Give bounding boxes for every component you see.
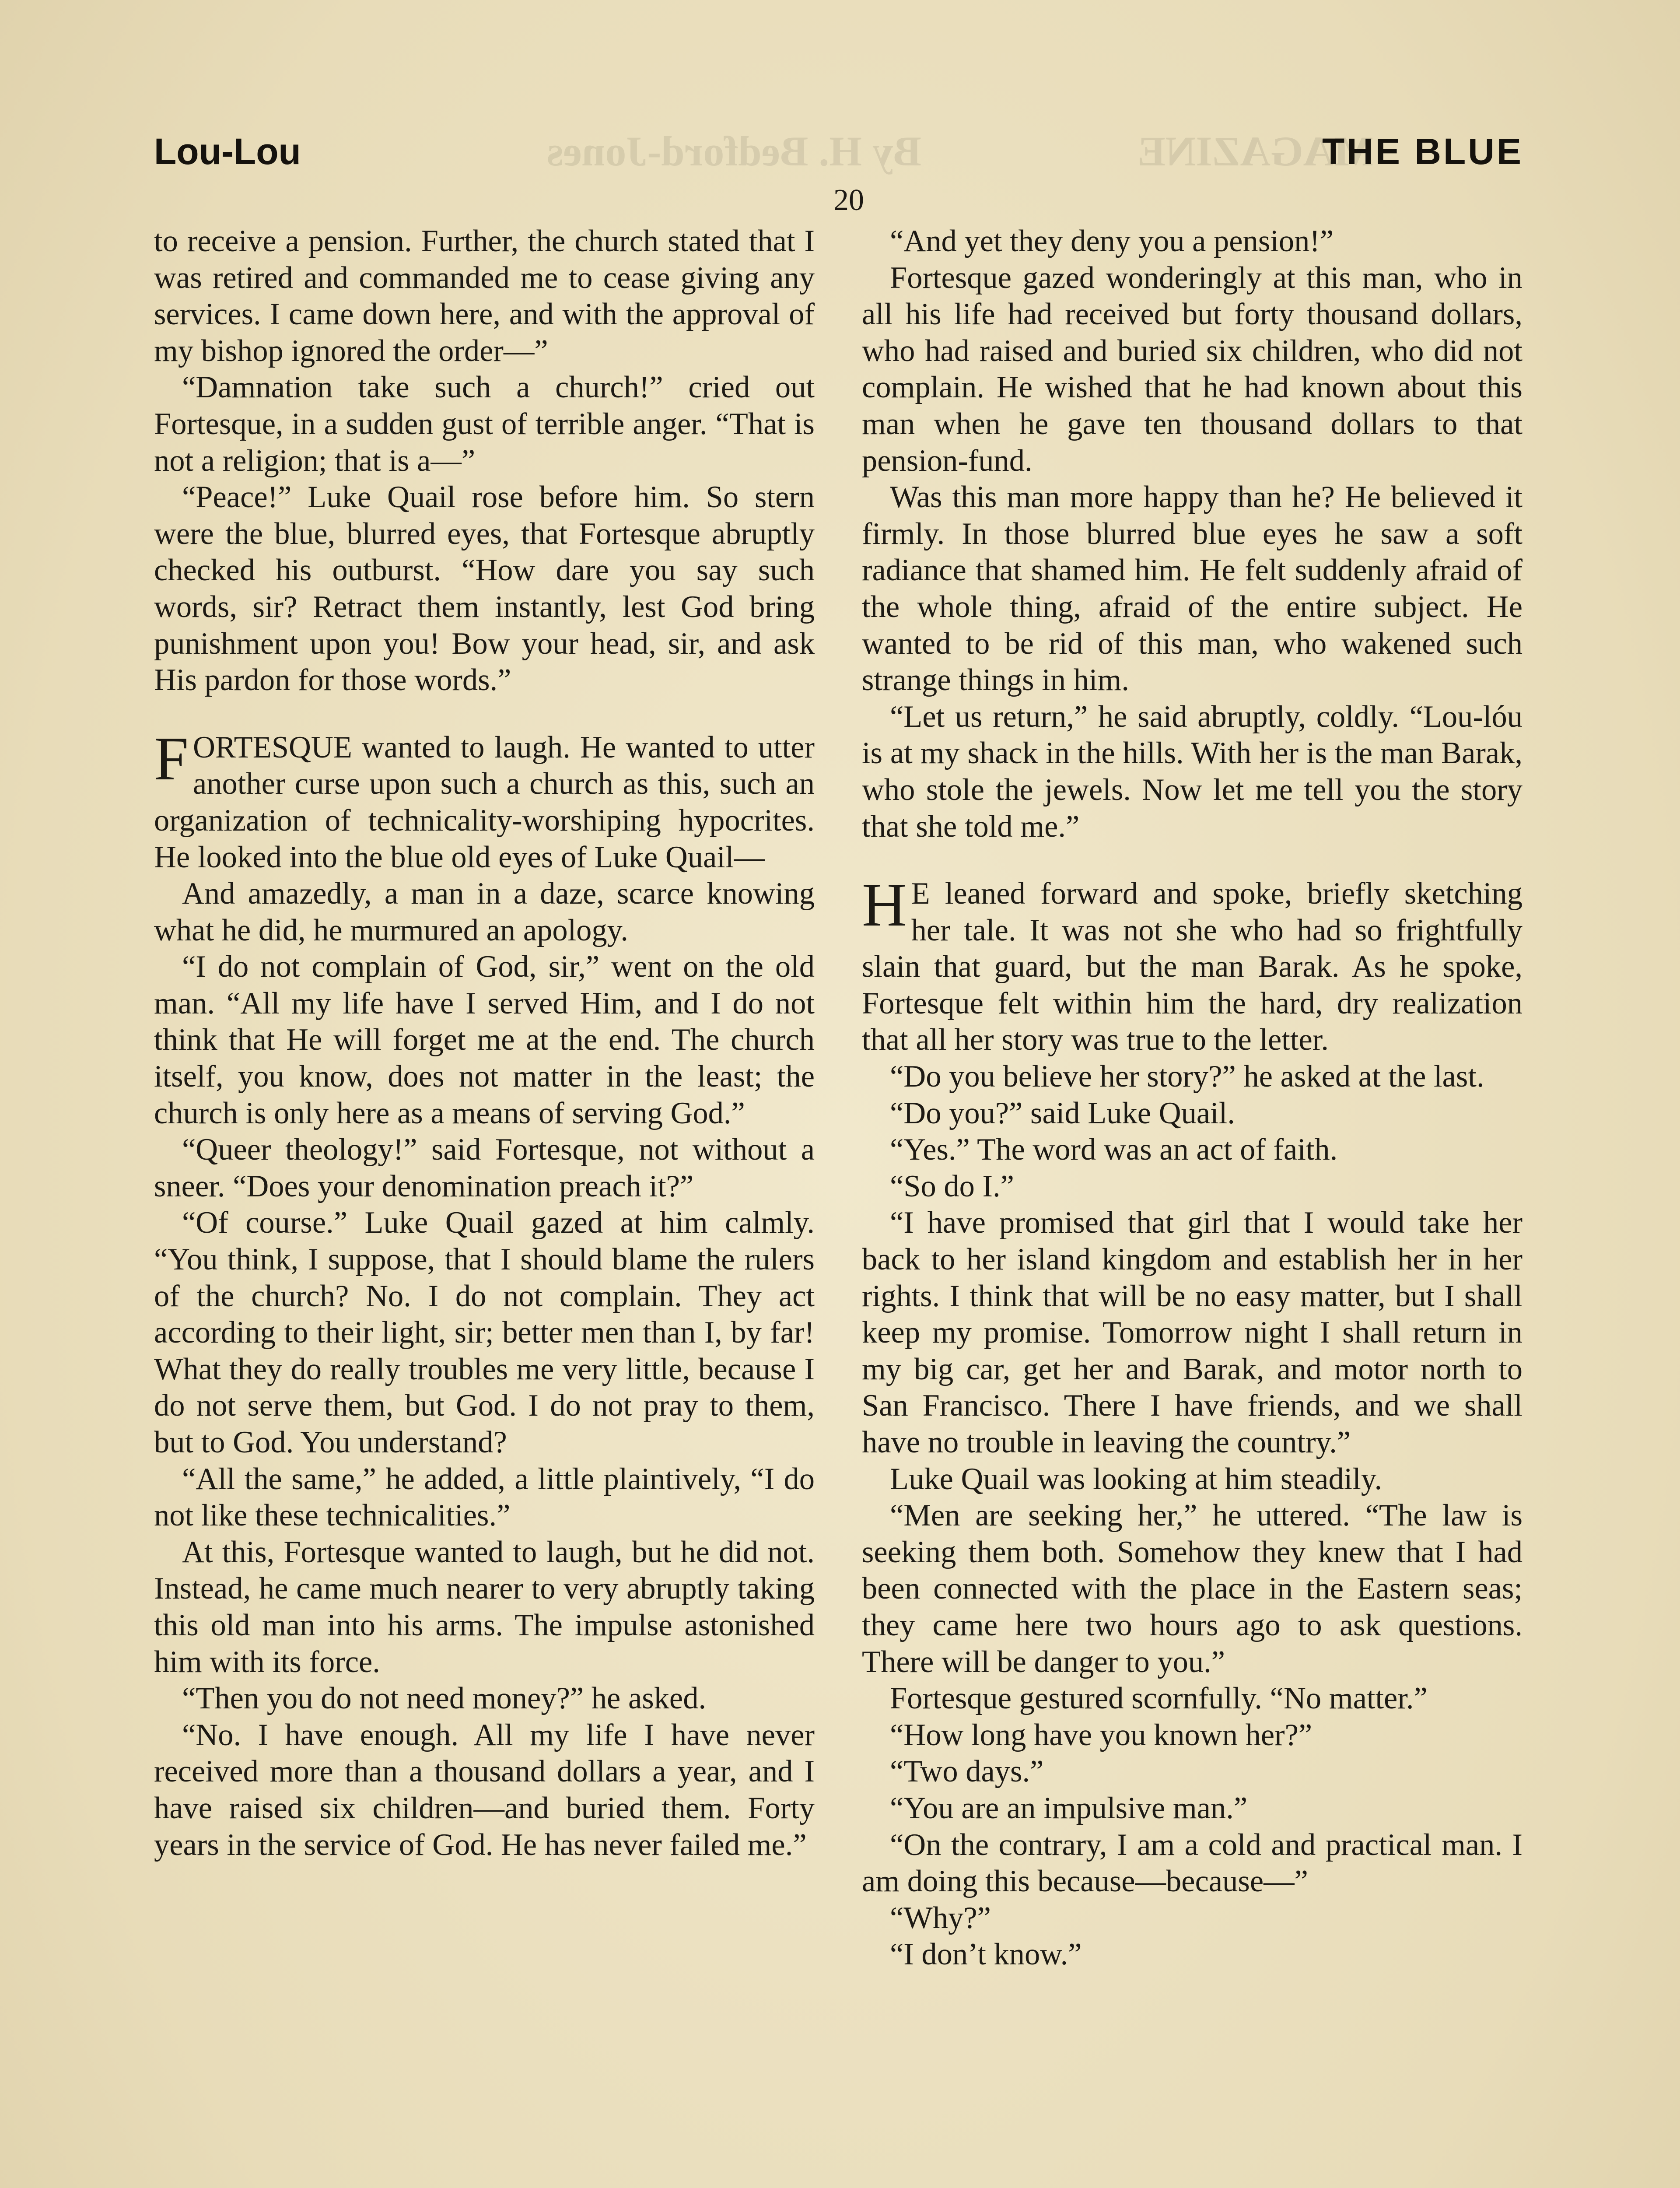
paragraph: At this, Fortesque wanted to laugh, but he did not. Instead, he came much nearer to very abruptly taking this old man into his arms. The impulse astonished him with its force. [154, 1535, 815, 1679]
paragraph: And amazedly, a man in a daze, scarce knowing what he did, he murmured an apology. [154, 877, 815, 947]
paragraph: “So do I.” [890, 1169, 1014, 1203]
show-through-text: MAGAZINE [1138, 128, 1373, 175]
drop-cap: F [154, 723, 189, 793]
drop-cap: H [862, 870, 907, 940]
show-through-text: By H. Bedford-Jones [547, 128, 922, 175]
paragraph: Fortesque gazed wonderingly at this man, who in all his life had received but forty thousand dollars, who had raised and buried six children, who did not complain. He wished that he had known about this man when he gave ten thousand dollars to that pension-fund. [862, 260, 1522, 478]
section-lead: E leaned forward and spoke, briefly sketching her tale. It was not she who had so frightfully slain that guard, but the man Barak. As he spoke, Fortesque felt within him the hard, dry realization that all her story was true to the letter. [862, 877, 1522, 1057]
paragraph: “Queer theology!” said Fortesque, not without a sneer. “Does your denomination preach it?” [154, 1133, 815, 1203]
paragraph: “How long have you known her?” [890, 1718, 1312, 1752]
paragraph: “You are an impulsive man.” [890, 1791, 1248, 1825]
paragraph: “I have promised that girl that I would take her back to her island kingdom and establish her in her rights. I think that will be no easy matter, but I shall keep my promise. Tomorrow night I shall return in my big car, get her and Barak, and motor north to San Francisco. There I have friends, and we shall have no trouble in leaving the country.” [862, 1206, 1522, 1459]
paragraph: “And yet they deny you a pension!” [890, 224, 1334, 258]
section-opening [862, 870, 1522, 1059]
paragraph: “I do not complain of God, sir,” went on the old man. “All my life have I served Him, and I do not think that He will forget me at the end. The church itself, you know, does not matter in the least; the church is only here as a means of serving God.” [154, 950, 815, 1130]
magazine-title: THE BLUE [1322, 131, 1523, 172]
paragraph: “Peace!” Luke Quail rose before him. So stern were the blue, blurred eyes, that Fortesque abruptly checked his outburst. “How dare you say such words, sir? Retract them instantly, lest God bring punishment upon you! Bow your head, sir, and ask His pardon for those words.” [154, 480, 815, 698]
right-column [862, 223, 1522, 1973]
paragraph: “Do you believe her story?” he asked at the last. [890, 1059, 1484, 1094]
paragraph: “I don’t know.” [890, 1937, 1082, 1972]
paragraph: to receive a pension. Further, the church stated that I was retired and commanded me to cease giving any services. I came down here, and with the approval of my bishop ignored the order—” [154, 224, 815, 368]
section-lead: ORTESQUE wanted to laugh. He wanted to utter another curse upon such a church as this, such an organization of technicality-worshiping hypocrites. He looked into the blue old eyes of Luke Quail— [154, 730, 815, 874]
paragraph: “Two days.” [890, 1754, 1044, 1789]
paragraph: Luke Quail was looking at him steadily. [890, 1462, 1382, 1496]
paragraph: “On the contrary, I am a cold and practical man. I am doing this because—because—” [862, 1827, 1522, 1899]
paragraph: “Then you do not need money?” he asked. [182, 1681, 707, 1716]
paragraph: “All the same,” he added, a little plaintively, “I do not like these technicalities.” [154, 1462, 815, 1533]
paragraph: “No. I have enough. All my life I have never received more than a thousand dollars a year, and I have raised six children—and buried them. Forty years in the service of God. He has never failed me.” [154, 1718, 815, 1862]
paragraph: “Yes.” The word was an act of faith. [890, 1133, 1338, 1167]
section-opening [154, 723, 815, 876]
paragraph: “Do you?” said Luke Quail. [890, 1096, 1235, 1130]
paragraph: Was this man more happy than he? He believed it firmly. In those blurred blue eyes he saw a soft radiance that shamed him. He felt suddenly afraid of the whole thing, afraid of the entire subject. He wanted to be rid of this man, who wakened such strange things in him. [862, 480, 1522, 698]
paragraph: “Of course.” Luke Quail gazed at him calmly. “You think, I suppose, that I should blame the rulers of the church? No. I do not complain. They act according to their light, sir; better men than I, by far! What they do really troubles me very little, because I do not serve them, but God. I do not pray to them, but to God. You understand? [154, 1206, 815, 1459]
paragraph: Fortesque gestured scornfully. “No matter.” [890, 1681, 1428, 1716]
page-number: 20 [833, 183, 864, 217]
paragraph: “Men are seeking her,” he uttered. “The law is seeking them both. Somehow they knew that I had been connected with the place in the Eastern seas; they came here two hours ago to ask questions. There will be danger to you.” [862, 1498, 1522, 1679]
paragraph: “Why?” [890, 1900, 991, 1935]
left-column [154, 223, 815, 1863]
paragraph: “Let us return,” he said abruptly, coldly. “Lou-lóu is at my shack in the hills. With her is the man Barak, who stole the jewels. Now let me tell you the story that she told me.” [862, 699, 1522, 844]
story-title: Lou-Lou [154, 131, 301, 172]
paragraph: “Damnation take such a church!” cried out Fortesque, in a sudden gust of terrible anger. “That is not a religion; that is a—” [154, 370, 815, 478]
